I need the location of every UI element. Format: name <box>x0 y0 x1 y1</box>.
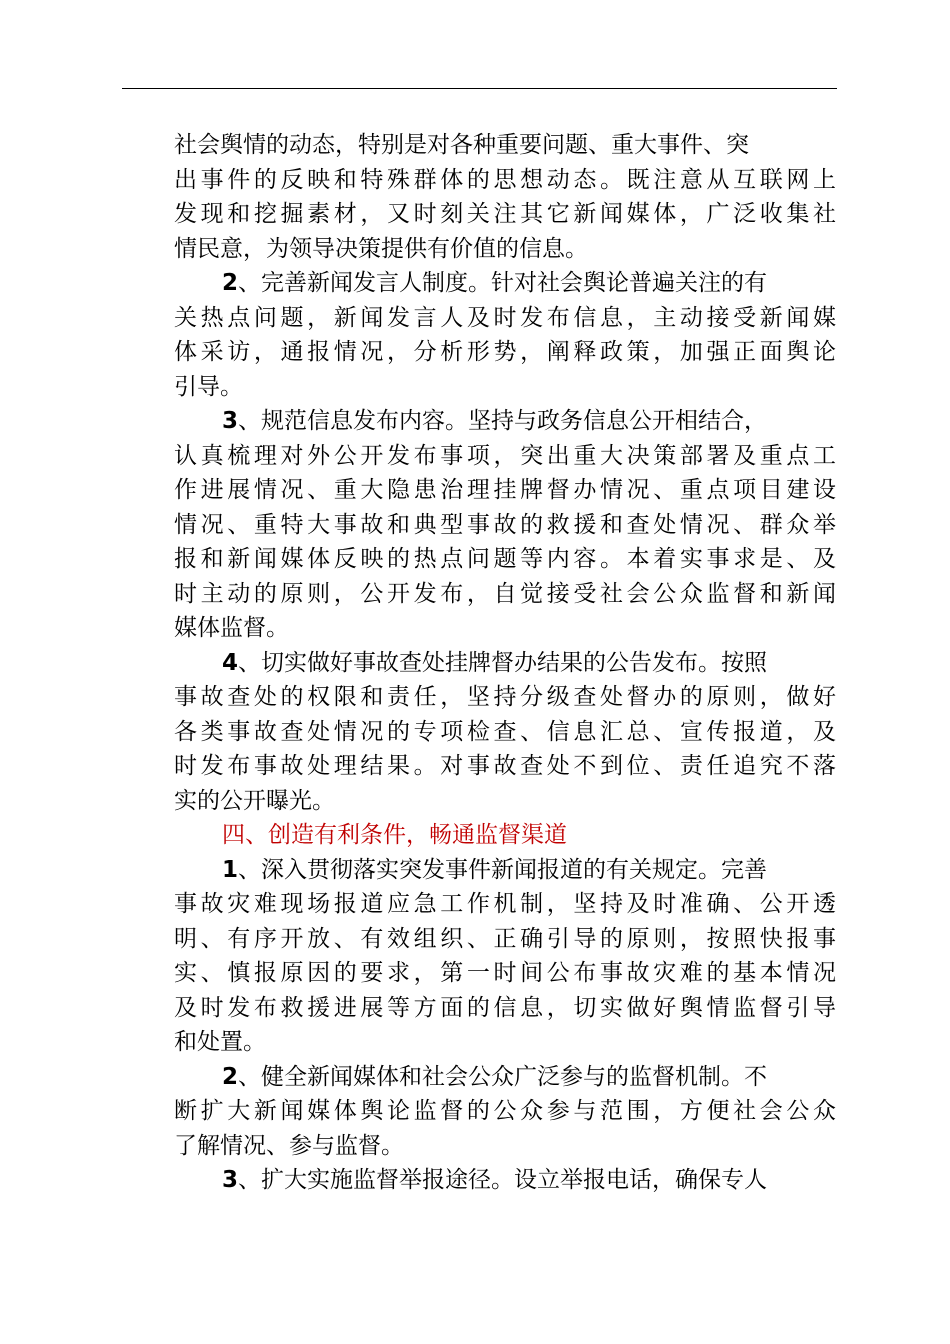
text-line: 明、有序开放、有效组织、正确引导的原则，按照快报事 <box>174 925 836 952</box>
text-line: 断扩大新闻媒体舆论监督的公众参与范围，方便社会公众 <box>174 1098 836 1124</box>
text-line: 实、慎报原因的要求，第一时间公布事故灾难的基本情况 <box>174 960 836 986</box>
text-line: 社会舆情的动态，特别是对各种重要问题、重大事件、突 <box>174 132 749 158</box>
paragraph-first-line <box>174 404 836 439</box>
text-span: 、完善新闻发言人制度。针对社会舆论普遍关注的有 <box>238 270 768 296</box>
text-line: 时发布事故处理结果。对事故查处不到位、责任追究不落 <box>174 753 836 779</box>
document-body <box>174 128 836 1198</box>
text-line: 和处置。 <box>174 1029 266 1055</box>
text-line: 时主动的原则，公开发布，自觉接受社会公众监督和新闻 <box>174 580 836 607</box>
section-heading: 四、创造有利条件，畅通监督渠道 <box>222 822 567 848</box>
text-line: 事故查处的权限和责任，坚持分级查处督办的原则，做好 <box>174 684 836 710</box>
text-line: 事故灾难现场报道应急工作机制，坚持及时准确、公开透 <box>174 891 836 917</box>
text-line: 各类事故查处情况的专项检查、信息汇总、宣传报道，及 <box>174 718 836 745</box>
text-line: 情民意，为领导决策提供有价值的信息。 <box>174 235 588 262</box>
text-line: 引导。 <box>174 373 243 400</box>
text-span: 、扩大实施监督举报途径。设立举报电话，确保专人 <box>238 1167 768 1193</box>
text-span: 、切实做好事故查处挂牌督办结果的公告发布。按照 <box>238 649 768 676</box>
paragraph-first-line <box>174 266 836 301</box>
text-line: 及时发布救援进展等方面的信息，切实做好舆情监督引导 <box>174 994 836 1021</box>
text-line: 发现和挖掘素材，又时刻关注其它新闻媒体，广泛收集社 <box>174 201 836 227</box>
paragraph-first-line <box>174 1060 836 1095</box>
text-line: 出事件的反映和特殊群体的思想动态。既注意从互联网上 <box>174 166 836 193</box>
text-line: 体采访，通报情况，分析形势，阐释政策，加强正面舆论 <box>174 339 836 365</box>
paragraph-first-line <box>174 646 836 681</box>
text-line: 情况、重特大事故和典型事故的救援和查处情况、群众举 <box>174 511 836 538</box>
text-line: 关热点问题，新闻发言人及时发布信息，主动接受新闻媒 <box>174 304 836 331</box>
item-number: 4 <box>222 649 239 676</box>
text-span: 、健全新闻媒体和社会公众广泛参与的监督机制。不 <box>238 1063 768 1090</box>
header-rule <box>122 88 837 89</box>
text-line: 媒体监督。 <box>174 615 289 641</box>
text-line: 认真梳理对外公开发布事项，突出重大决策部署及重点工 <box>174 442 836 469</box>
text-line: 了解情况、参与监督。 <box>174 1132 404 1159</box>
paragraph-first-line <box>174 1163 836 1198</box>
item-number: 2 <box>222 270 239 296</box>
paragraph-first-line <box>174 853 836 888</box>
text-line: 报和新闻媒体反映的热点问题等内容。本着实事求是、及 <box>174 546 836 572</box>
text-span: 、深入贯彻落实突发事件新闻报道的有关规定。完善 <box>238 856 768 883</box>
text-line: 实的公开曝光。 <box>174 787 335 814</box>
item-number: 1 <box>222 856 239 883</box>
item-number: 2 <box>222 1063 239 1090</box>
text-span: 、规范信息发布内容。坚持与政务信息公开相结合， <box>238 408 768 434</box>
text-line: 作进展情况、重大隐患治理挂牌督办情况、重点项目建设 <box>174 477 836 503</box>
item-number: 3 <box>222 1167 239 1193</box>
item-number: 3 <box>222 408 239 434</box>
